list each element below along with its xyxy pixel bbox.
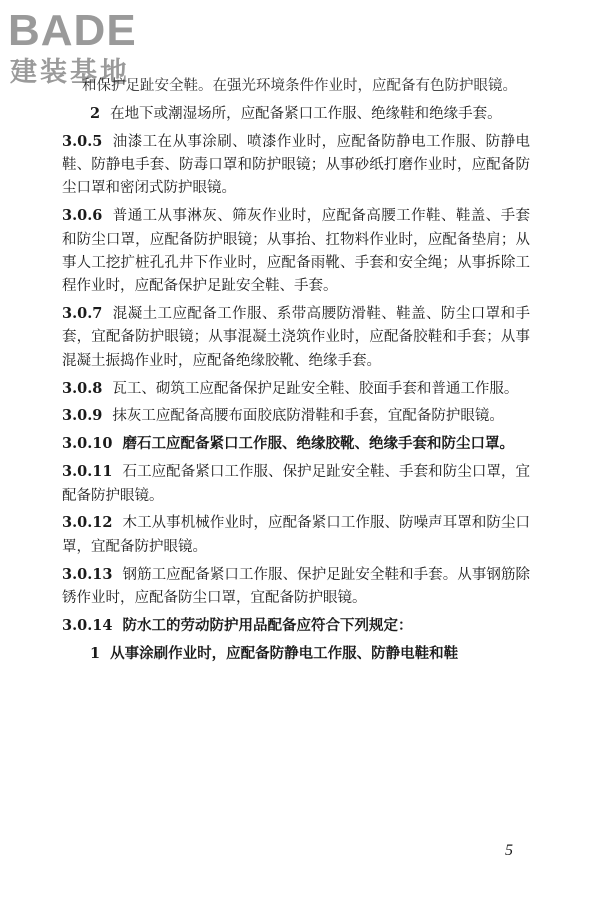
clause-continuation — [62, 75, 530, 98]
clause-text: 普通工从事淋灰、筛灰作业时，应配备高腰工作鞋、鞋盖、手套和防尘口罩，应配备防护眼镜；从事抬、扛物料作业时，应配备垫肩；从事人工挖扩桩孔孔井下作业时，应配备雨靴、手套和安全绳；从事拆除工程作业时，应配备保护足趾安全鞋、手套。 — [62, 208, 530, 295]
watermark-brand: BADE — [8, 6, 137, 55]
clause-number: 3.0.10 — [62, 435, 113, 453]
clause-3-0-7 — [62, 302, 530, 373]
document-body — [62, 75, 530, 670]
clause-text: 混凝土工应配备工作服、系带高腰防滑鞋、鞋盖、防尘口罩和手套，宜配备防护眼镜；从事混凝土浇筑作业时，应配备胶鞋和手套；从事混凝土振捣作业时，应配备绝缘胶靴、绝缘手套。 — [62, 306, 530, 369]
clause-3-0-5 — [62, 130, 530, 201]
clause-text: 木工从事机械作业时，应配备紧口工作服、防噪声耳罩和防尘口罩，宜配备防护眼镜。 — [62, 515, 530, 555]
clause-number: 1 — [90, 644, 101, 662]
clause-number: 3.0.8 — [62, 379, 103, 397]
clause-number: 3.0.7 — [62, 305, 103, 323]
clause-number: 3.0.14 — [62, 616, 113, 634]
clause-number: 3.0.12 — [62, 514, 113, 532]
clause-number: 2 — [90, 104, 101, 122]
clause-3-0-14-item-1 — [62, 642, 530, 666]
clause-number: 3.0.5 — [62, 132, 103, 150]
clause-item-2 — [62, 102, 530, 126]
clause-number: 3.0.13 — [62, 565, 113, 583]
clause-text: 油漆工在从事涂刷、喷漆作业时，应配备防静电工作服、防静电鞋、防静电手套、防毒口罩和防护眼镜；从事砂纸打磨作业时，应配备防尘口罩和密闭式防护眼镜。 — [62, 133, 530, 197]
clause-text: 磨石工应配备紧口工作服、绝缘胶靴、绝缘手套和防尘口罩。 — [122, 436, 514, 453]
clause-3-0-13 — [62, 563, 530, 611]
clause-3-0-8 — [62, 377, 530, 401]
clause-3-0-9 — [62, 404, 530, 428]
clause-3-0-10 — [62, 432, 530, 456]
clause-text: 石工应配备紧口工作服、保护足趾安全鞋、手套和防尘口罩，宜配备防护眼镜。 — [62, 464, 530, 504]
clause-text: 从事涂刷作业时，应配备防静电工作服、防静电鞋和鞋 — [110, 645, 459, 662]
clause-number: 3.0.9 — [62, 407, 103, 425]
clause-text: 抹灰工应配备高腰布面胶底防滑鞋和手套，宜配备防护眼镜。 — [112, 408, 504, 425]
clause-number: 3.0.11 — [62, 463, 113, 481]
clause-number: 3.0.6 — [62, 207, 103, 225]
clause-text: 和保护足趾安全鞋。在强光环境条件作业时，应配备有色防护眼镜。 — [82, 78, 517, 94]
watermark-subtitle: 建装基地 — [10, 57, 130, 88]
clause-text: 在地下或潮湿场所，应配备紧口工作服、绝缘鞋和绝缘手套。 — [110, 105, 502, 122]
clause-text: 防水工的劳动防护用品配备应符合下列规定： — [122, 617, 413, 634]
clause-text: 钢筋工应配备紧口工作服、保护足趾安全鞋和手套。从事钢筋除锈作业时，应配备防尘口罩，宜配备防护眼镜。 — [62, 566, 530, 606]
clause-3-0-14 — [62, 614, 530, 638]
clause-3-0-6 — [62, 204, 530, 298]
page-number: 5 — [505, 842, 513, 859]
clause-3-0-12 — [62, 511, 530, 559]
clause-text: 瓦工、砌筑工应配备保护足趾安全鞋、胶面手套和普通工作服。 — [112, 380, 519, 397]
clause-3-0-11 — [62, 460, 530, 508]
